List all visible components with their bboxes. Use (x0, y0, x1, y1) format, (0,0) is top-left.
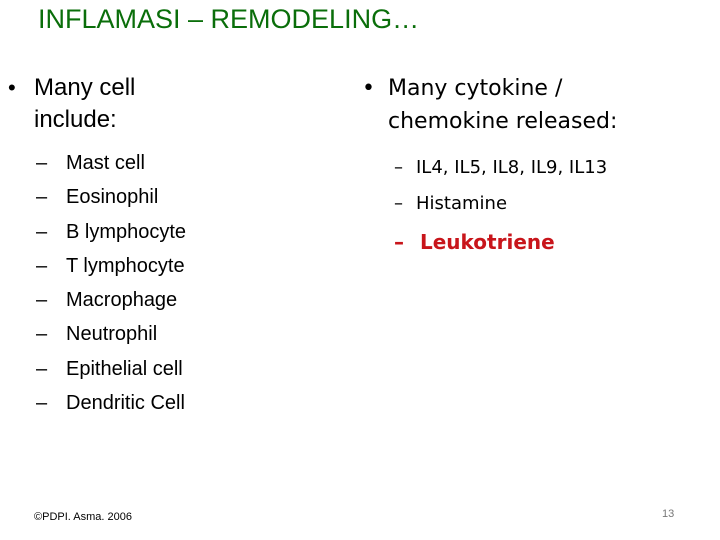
list-item (36, 180, 338, 214)
bullet-icon: • (8, 75, 16, 100)
cell-item-text: T lymphocyte (66, 254, 185, 277)
list-item-highlighted (394, 222, 702, 262)
cell-item-text: Neutrophil (66, 323, 158, 346)
cell-item-text: Eosinophil (66, 186, 159, 209)
copyright-footer: ©PDPI. Asma. 2006 (34, 511, 132, 523)
dash-icon: – (36, 289, 48, 312)
bullet-text-line1: Many cytokine / (388, 76, 563, 101)
dash-icon: – (36, 220, 48, 243)
cell-item-text: B lymphocyte (66, 220, 187, 243)
list-item (394, 150, 702, 186)
list-item (36, 249, 338, 283)
cytokine-item-text: Leukotriene (420, 230, 555, 254)
cell-item-text: Mast cell (66, 152, 145, 174)
page-number: 13 (662, 508, 675, 520)
list-item (36, 317, 338, 351)
dash-icon: – (394, 157, 403, 178)
cell-list (36, 146, 338, 420)
dash-icon: – (36, 357, 48, 380)
cytokine-item-text: Histamine (416, 193, 508, 214)
slide-title: INFLAMASI – REMODELING… (38, 4, 420, 34)
list-item (36, 386, 338, 420)
cytokine-item-text: IL4, IL5, IL8, IL9, IL13 (416, 157, 608, 178)
bullet-text-line2: include: (34, 106, 117, 133)
dash-icon: – (36, 323, 48, 346)
bullet-cells (8, 72, 338, 136)
list-item (36, 215, 338, 249)
dash-icon: – (36, 392, 48, 415)
bullet-cytokines (362, 72, 702, 138)
cell-item-text: Epithelial cell (66, 357, 183, 380)
dash-icon: – (36, 254, 48, 277)
bullet-text-line2: chemokine released: (388, 109, 618, 134)
dash-icon: – (36, 186, 48, 209)
right-column (362, 72, 702, 262)
cell-item-text: Dendritic Cell (66, 392, 185, 415)
cytokine-list (394, 150, 702, 262)
list-item (36, 283, 338, 317)
list-item (36, 146, 338, 180)
dash-icon: – (394, 193, 403, 214)
left-column (8, 72, 338, 420)
dash-icon: – (36, 152, 48, 174)
bullet-icon: • (362, 76, 375, 101)
list-item (36, 352, 338, 386)
bullet-text-line1: Many cell (34, 74, 136, 101)
cell-item-text: Macrophage (66, 289, 178, 312)
dash-icon: – (394, 230, 404, 254)
list-item (394, 186, 702, 222)
